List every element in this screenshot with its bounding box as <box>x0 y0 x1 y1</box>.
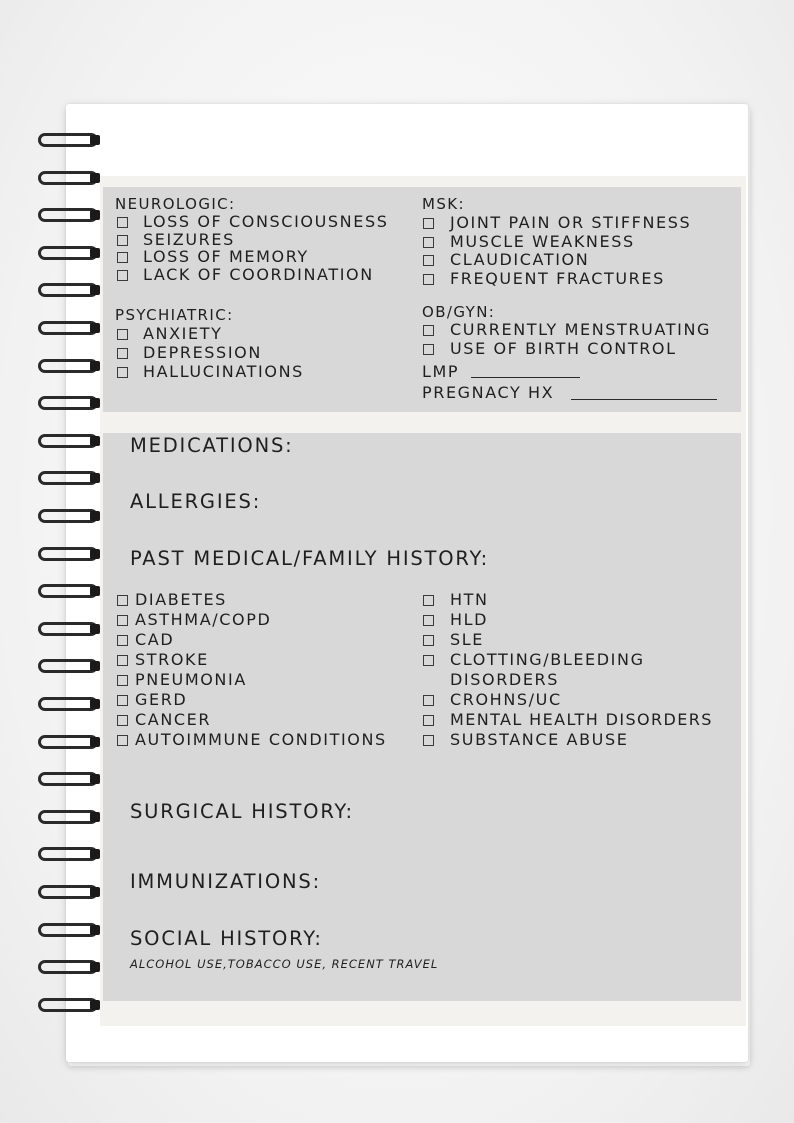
coil-wire <box>38 735 98 749</box>
surgical-history-heading: SURGICAL HISTORY: <box>130 800 354 823</box>
checkbox[interactable] <box>117 715 128 726</box>
msk-heading: MSK: <box>422 195 465 213</box>
immunizations-heading: IMMUNIZATIONS: <box>130 870 321 893</box>
coil-wire <box>38 847 98 861</box>
neuro-item-label: SEIZURES <box>143 230 235 249</box>
spiral-coil <box>38 434 102 452</box>
spiral-coil <box>38 810 102 828</box>
binding-hole <box>90 812 100 822</box>
history-item-label: HLD <box>450 610 489 629</box>
binding-hole <box>90 323 100 333</box>
checkbox[interactable] <box>423 595 434 606</box>
coil-wire <box>38 584 98 598</box>
coil-wire <box>38 133 98 147</box>
history-item-label: HTN <box>450 590 489 609</box>
spiral-coil <box>38 584 102 602</box>
checkbox[interactable] <box>423 255 434 266</box>
checkbox[interactable] <box>117 735 128 746</box>
checkbox[interactable] <box>423 635 434 646</box>
history-item[interactable] <box>117 672 247 688</box>
coil-wire <box>38 246 98 260</box>
spiral-coil <box>38 847 102 865</box>
allergies-heading: ALLERGIES: <box>130 490 262 513</box>
coil-wire <box>38 283 98 297</box>
checkbox[interactable] <box>423 237 434 248</box>
obgyn-item-label: USE OF BIRTH CONTROL <box>450 339 677 358</box>
history-item-label: AUTOIMMUNE CONDITIONS <box>135 730 387 749</box>
neuro-item[interactable] <box>117 249 309 265</box>
past-history-heading: PAST MEDICAL/FAMILY HISTORY: <box>130 547 490 570</box>
history-item-label-continued: DISORDERS <box>450 670 560 689</box>
binding-hole <box>90 511 100 521</box>
spiral-coil <box>38 547 102 565</box>
psych-item-label: ANXIETY <box>143 324 223 343</box>
spiral-coil <box>38 885 102 903</box>
history-item[interactable] <box>117 712 211 728</box>
spiral-coil <box>38 283 102 301</box>
binding-hole <box>90 624 100 634</box>
binding-hole <box>90 361 100 371</box>
spiral-coil <box>38 509 102 527</box>
pregnancy-history-field[interactable] <box>571 399 717 400</box>
binding-hole <box>90 173 100 183</box>
spiral-coil <box>38 321 102 339</box>
social-history-note: ALCOHOL USE,TOBACCO USE, RECENT TRAVEL <box>130 957 439 971</box>
history-item-label: CANCER <box>135 710 212 729</box>
coil-wire <box>38 659 98 673</box>
checkbox[interactable] <box>423 615 434 626</box>
binding-hole <box>90 962 100 972</box>
psych-item[interactable] <box>117 364 304 380</box>
coil-wire <box>38 772 98 786</box>
checkbox[interactable] <box>423 695 434 706</box>
psych-item-label: DEPRESSION <box>143 343 262 362</box>
checkbox[interactable] <box>117 235 128 246</box>
checkbox[interactable] <box>117 655 128 666</box>
pregnancy-history-label: PREGNACY HX <box>422 383 555 402</box>
binding-hole <box>90 473 100 483</box>
msk-item[interactable] <box>423 271 665 287</box>
coil-wire <box>38 359 98 373</box>
checkbox[interactable] <box>117 695 128 706</box>
history-item-label: CROHNS/UC <box>450 690 562 709</box>
history-item[interactable] <box>423 632 484 648</box>
psych-item[interactable] <box>117 345 262 361</box>
binding-hole <box>90 436 100 446</box>
psychiatric-heading: PSYCHIATRIC: <box>115 306 234 324</box>
spiral-coil <box>38 772 102 790</box>
history-item-label: CAD <box>135 630 175 649</box>
binding-hole <box>90 699 100 709</box>
history-item-label: STROKE <box>135 650 209 669</box>
binding-hole <box>90 398 100 408</box>
history-item-label: DIABETES <box>135 590 227 609</box>
coil-wire <box>38 321 98 335</box>
lmp-label: LMP <box>422 362 460 381</box>
obgyn-item[interactable] <box>423 341 677 357</box>
coil-wire <box>38 697 98 711</box>
history-item[interactable] <box>117 592 227 608</box>
history-item[interactable] <box>423 592 489 608</box>
checkbox[interactable] <box>117 595 128 606</box>
checkbox[interactable] <box>117 635 128 646</box>
history-item[interactable] <box>423 692 562 708</box>
obgyn-heading: OB/GYN: <box>422 303 496 321</box>
social-history-heading: SOCIAL HISTORY: <box>130 927 323 950</box>
spiral-coil <box>38 246 102 264</box>
binding-hole <box>90 210 100 220</box>
checkbox[interactable] <box>423 655 434 666</box>
coil-wire <box>38 171 98 185</box>
neuro-item-label: LOSS OF CONSCIOUSNESS <box>143 212 389 231</box>
binding-hole <box>90 1000 100 1010</box>
checkbox[interactable] <box>117 675 128 686</box>
checkbox[interactable] <box>423 218 434 229</box>
neuro-item[interactable] <box>117 232 235 248</box>
binding-hole <box>90 661 100 671</box>
coil-wire <box>38 622 98 636</box>
history-item[interactable] <box>117 652 209 668</box>
history-item[interactable] <box>423 612 488 628</box>
binding-hole <box>90 549 100 559</box>
history-item[interactable] <box>423 712 713 728</box>
msk-item[interactable] <box>423 252 589 268</box>
checkbox[interactable] <box>117 329 128 340</box>
msk-item-label: CLAUDICATION <box>450 250 590 269</box>
spiral-coil <box>38 735 102 753</box>
coil-wire <box>38 810 98 824</box>
checkbox[interactable] <box>117 270 128 281</box>
coil-wire <box>38 998 98 1012</box>
coil-wire <box>38 396 98 410</box>
msk-item-label: MUSCLE WEAKNESS <box>450 232 635 251</box>
spiral-coil <box>38 171 102 189</box>
msk-item[interactable] <box>423 234 635 250</box>
binding-hole <box>90 925 100 935</box>
checkbox[interactable] <box>117 615 128 626</box>
msk-item-label: FREQUENT FRACTURES <box>450 269 665 288</box>
binding-hole <box>90 248 100 258</box>
binding-hole <box>90 887 100 897</box>
neuro-item-label: LACK OF COORDINATION <box>143 265 374 284</box>
history-item-label: GERD <box>135 690 188 709</box>
coil-wire <box>38 434 98 448</box>
binding-hole <box>90 135 100 145</box>
history-item-label: ASTHMA/COPD <box>135 610 272 629</box>
psych-item-label: HALLUCINATIONS <box>143 362 304 381</box>
checkbox[interactable] <box>117 252 128 263</box>
spiral-coil <box>38 923 102 941</box>
history-item[interactable] <box>117 692 187 708</box>
neuro-item-label: LOSS OF MEMORY <box>143 247 309 266</box>
history-item-label: SLE <box>450 630 484 649</box>
spiral-coil <box>38 396 102 414</box>
coil-wire <box>38 960 98 974</box>
binding-hole <box>90 849 100 859</box>
history-item-label: PNEUMONIA <box>135 670 247 689</box>
medications-heading: MEDICATIONS: <box>130 434 294 457</box>
coil-wire <box>38 885 98 899</box>
binding-hole <box>90 285 100 295</box>
history-item[interactable] <box>423 732 628 748</box>
binding-hole <box>90 774 100 784</box>
binding-hole <box>90 737 100 747</box>
checkbox[interactable] <box>423 344 434 355</box>
coil-wire <box>38 471 98 485</box>
history-item[interactable] <box>117 612 271 628</box>
checkbox[interactable] <box>423 274 434 285</box>
history-item[interactable] <box>117 732 387 748</box>
spiral-coil <box>38 471 102 489</box>
neuro-item[interactable] <box>117 267 374 283</box>
obgyn-item[interactable] <box>423 322 711 338</box>
spiral-coil <box>38 998 102 1016</box>
checkbox[interactable] <box>117 367 128 378</box>
history-item-label: CLOTTING/BLEEDING <box>450 650 645 669</box>
spiral-coil <box>38 622 102 640</box>
psych-item[interactable] <box>117 326 222 342</box>
spiral-coil <box>38 659 102 677</box>
coil-wire <box>38 547 98 561</box>
history-item-label: MENTAL HEALTH DISORDERS <box>450 710 713 729</box>
coil-wire <box>38 208 98 222</box>
spiral-coil <box>38 359 102 377</box>
spiral-coil <box>38 960 102 978</box>
lmp-field[interactable] <box>471 377 580 378</box>
checkbox[interactable] <box>117 217 128 228</box>
coil-wire <box>38 509 98 523</box>
coil-wire <box>38 923 98 937</box>
neurologic-heading: NEUROLOGIC: <box>115 195 236 213</box>
msk-item-label: JOINT PAIN OR STIFFNESS <box>450 213 692 232</box>
binding-hole <box>90 586 100 596</box>
checkbox[interactable] <box>423 735 434 746</box>
neuro-item[interactable] <box>117 214 388 230</box>
spiral-coil <box>38 208 102 226</box>
obgyn-item-label: CURRENTLY MENSTRUATING <box>450 320 712 339</box>
history-item[interactable] <box>423 652 645 668</box>
msk-item[interactable] <box>423 215 691 231</box>
spiral-coil <box>38 697 102 715</box>
checkbox[interactable] <box>423 325 434 336</box>
checkbox[interactable] <box>117 348 128 359</box>
spiral-coil <box>38 133 102 151</box>
history-item[interactable] <box>117 632 174 648</box>
history-item-label: SUBSTANCE ABUSE <box>450 730 629 749</box>
checkbox[interactable] <box>423 715 434 726</box>
